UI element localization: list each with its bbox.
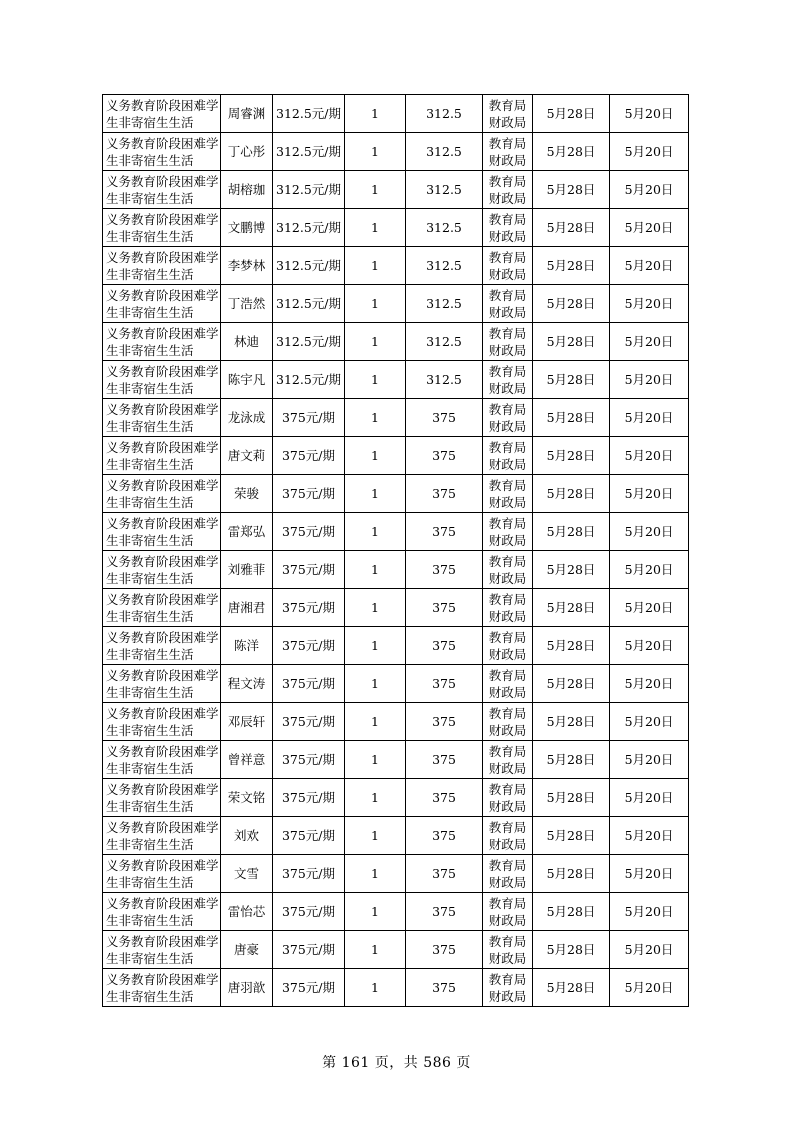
cell-name: 周睿渊 (221, 95, 273, 133)
department-education: 教育局 (488, 401, 527, 417)
cell-department (483, 361, 533, 399)
cell-department (483, 969, 533, 1007)
department-finance: 财政局 (488, 266, 527, 282)
cell-date-2: 5月20日 (610, 931, 689, 969)
department-finance: 财政局 (488, 228, 527, 244)
cell-item (103, 171, 221, 209)
cell-item (103, 703, 221, 741)
cell-department (483, 285, 533, 323)
cell-date-1: 5月28日 (533, 323, 610, 361)
cell-date-1: 5月28日 (533, 627, 610, 665)
cell-department (483, 437, 533, 475)
department-education: 教育局 (488, 439, 527, 455)
cell-quantity: 1 (345, 665, 406, 703)
cell-name: 雷郑弘 (221, 513, 273, 551)
cell-amount: 375 (406, 627, 483, 665)
cell-quantity: 1 (345, 247, 406, 285)
cell-date-2: 5月20日 (610, 209, 689, 247)
cell-amount: 375 (406, 399, 483, 437)
table-row (103, 855, 689, 893)
cell-date-1: 5月28日 (533, 209, 610, 247)
cell-date-2: 5月20日 (610, 855, 689, 893)
cell-amount: 312.5 (406, 171, 483, 209)
department-education: 教育局 (488, 287, 527, 303)
department-education: 教育局 (488, 819, 527, 835)
cell-department (483, 475, 533, 513)
cell-item (103, 931, 221, 969)
cell-date-1: 5月28日 (533, 589, 610, 627)
cell-date-2: 5月20日 (610, 361, 689, 399)
department-education: 教育局 (488, 363, 527, 379)
cell-amount: 375 (406, 779, 483, 817)
cell-date-2: 5月20日 (610, 665, 689, 703)
cell-department (483, 247, 533, 285)
table-row (103, 513, 689, 551)
cell-department (483, 551, 533, 589)
cell-item (103, 855, 221, 893)
cell-name: 曾祥意 (221, 741, 273, 779)
cell-quantity: 1 (345, 703, 406, 741)
department-finance: 财政局 (488, 342, 527, 358)
item-text: 义务教育阶段困难学生非寄宿生生活 (106, 933, 219, 966)
cell-amount: 375 (406, 855, 483, 893)
cell-name: 林迪 (221, 323, 273, 361)
cell-item (103, 323, 221, 361)
cell-item (103, 969, 221, 1007)
department-finance: 财政局 (488, 456, 527, 472)
table-row (103, 551, 689, 589)
item-text: 义务教育阶段困难学生非寄宿生生活 (106, 629, 219, 662)
item-text: 义务教育阶段困难学生非寄宿生生活 (106, 591, 219, 624)
department-finance: 财政局 (488, 760, 527, 776)
cell-item (103, 437, 221, 475)
cell-standard: 312.5元/期 (273, 133, 345, 171)
cell-date-2: 5月20日 (610, 551, 689, 589)
cell-amount: 312.5 (406, 285, 483, 323)
table-body (103, 95, 689, 1007)
cell-standard: 375元/期 (273, 627, 345, 665)
cell-standard: 375元/期 (273, 475, 345, 513)
table-row (103, 665, 689, 703)
cell-quantity: 1 (345, 323, 406, 361)
cell-amount: 375 (406, 741, 483, 779)
cell-quantity: 1 (345, 551, 406, 589)
department-education: 教育局 (488, 211, 527, 227)
cell-date-2: 5月20日 (610, 133, 689, 171)
table-row (103, 171, 689, 209)
cell-standard: 312.5元/期 (273, 285, 345, 323)
cell-item (103, 285, 221, 323)
cell-quantity: 1 (345, 931, 406, 969)
cell-amount: 375 (406, 817, 483, 855)
department-finance: 财政局 (488, 152, 527, 168)
cell-date-2: 5月20日 (610, 247, 689, 285)
cell-department (483, 589, 533, 627)
table-row (103, 475, 689, 513)
cell-standard: 312.5元/期 (273, 361, 345, 399)
cell-item (103, 361, 221, 399)
cell-date-2: 5月20日 (610, 627, 689, 665)
department-finance: 财政局 (488, 798, 527, 814)
cell-amount: 375 (406, 665, 483, 703)
cell-department (483, 779, 533, 817)
table-row (103, 817, 689, 855)
table-row (103, 779, 689, 817)
cell-date-1: 5月28日 (533, 893, 610, 931)
cell-date-1: 5月28日 (533, 171, 610, 209)
cell-date-2: 5月20日 (610, 475, 689, 513)
cell-standard: 375元/期 (273, 513, 345, 551)
cell-standard: 375元/期 (273, 741, 345, 779)
department-finance: 财政局 (488, 380, 527, 396)
cell-quantity: 1 (345, 513, 406, 551)
cell-department (483, 931, 533, 969)
cell-item (103, 589, 221, 627)
cell-department (483, 893, 533, 931)
item-text: 义务教育阶段困难学生非寄宿生生活 (106, 325, 219, 358)
department-finance: 财政局 (488, 988, 527, 1004)
cell-name: 雷怡芯 (221, 893, 273, 931)
item-text: 义务教育阶段困难学生非寄宿生生活 (106, 401, 219, 434)
cell-item (103, 665, 221, 703)
cell-quantity: 1 (345, 475, 406, 513)
cell-name: 唐湘君 (221, 589, 273, 627)
cell-date-1: 5月28日 (533, 285, 610, 323)
cell-date-2: 5月20日 (610, 437, 689, 475)
department-finance: 财政局 (488, 570, 527, 586)
item-text: 义务教育阶段困难学生非寄宿生生活 (106, 857, 219, 890)
cell-quantity: 1 (345, 855, 406, 893)
item-text: 义务教育阶段困难学生非寄宿生生活 (106, 439, 219, 472)
table-row (103, 437, 689, 475)
department-finance: 财政局 (488, 304, 527, 320)
cell-amount: 312.5 (406, 361, 483, 399)
cell-quantity: 1 (345, 399, 406, 437)
department-finance: 财政局 (488, 532, 527, 548)
cell-item (103, 95, 221, 133)
department-education: 教育局 (488, 629, 527, 645)
department-finance: 财政局 (488, 190, 527, 206)
cell-quantity: 1 (345, 285, 406, 323)
cell-item (103, 513, 221, 551)
cell-item (103, 475, 221, 513)
table-row (103, 133, 689, 171)
table-row (103, 247, 689, 285)
cell-item (103, 741, 221, 779)
cell-name: 唐文莉 (221, 437, 273, 475)
cell-date-2: 5月20日 (610, 399, 689, 437)
department-education: 教育局 (488, 173, 527, 189)
cell-item (103, 893, 221, 931)
department-education: 教育局 (488, 553, 527, 569)
cell-quantity: 1 (345, 589, 406, 627)
department-education: 教育局 (488, 895, 527, 911)
cell-department (483, 703, 533, 741)
item-text: 义务教育阶段困难学生非寄宿生生活 (106, 819, 219, 852)
cell-quantity: 1 (345, 779, 406, 817)
cell-date-1: 5月28日 (533, 247, 610, 285)
item-text: 义务教育阶段困难学生非寄宿生生活 (106, 553, 219, 586)
cell-date-2: 5月20日 (610, 513, 689, 551)
cell-item (103, 247, 221, 285)
table-row (103, 95, 689, 133)
department-finance: 财政局 (488, 722, 527, 738)
cell-quantity: 1 (345, 627, 406, 665)
department-finance: 财政局 (488, 684, 527, 700)
cell-amount: 312.5 (406, 323, 483, 361)
department-finance: 财政局 (488, 608, 527, 624)
cell-name: 陈洋 (221, 627, 273, 665)
department-education: 教育局 (488, 781, 527, 797)
cell-department (483, 399, 533, 437)
item-text: 义务教育阶段困难学生非寄宿生生活 (106, 173, 219, 206)
table-row (103, 703, 689, 741)
department-education: 教育局 (488, 971, 527, 987)
cell-amount: 375 (406, 893, 483, 931)
item-text: 义务教育阶段困难学生非寄宿生生活 (106, 249, 219, 282)
item-text: 义务教育阶段困难学生非寄宿生生活 (106, 667, 219, 700)
department-finance: 财政局 (488, 114, 527, 130)
table-row (103, 399, 689, 437)
department-finance: 财政局 (488, 418, 527, 434)
cell-name: 丁浩然 (221, 285, 273, 323)
cell-date-2: 5月20日 (610, 285, 689, 323)
cell-date-2: 5月20日 (610, 741, 689, 779)
department-finance: 财政局 (488, 836, 527, 852)
cell-date-2: 5月20日 (610, 323, 689, 361)
cell-quantity: 1 (345, 437, 406, 475)
cell-item (103, 817, 221, 855)
cell-standard: 375元/期 (273, 855, 345, 893)
cell-date-1: 5月28日 (533, 513, 610, 551)
cell-name: 刘欢 (221, 817, 273, 855)
item-text: 义务教育阶段困难学生非寄宿生生活 (106, 211, 219, 244)
department-education: 教育局 (488, 857, 527, 873)
cell-date-1: 5月28日 (533, 969, 610, 1007)
department-education: 教育局 (488, 743, 527, 759)
department-education: 教育局 (488, 249, 527, 265)
cell-date-1: 5月28日 (533, 437, 610, 475)
cell-date-1: 5月28日 (533, 399, 610, 437)
cell-quantity: 1 (345, 741, 406, 779)
cell-date-1: 5月28日 (533, 817, 610, 855)
cell-quantity: 1 (345, 133, 406, 171)
page-number: 第 161 页，共 586 页 (322, 1055, 471, 1071)
cell-department (483, 133, 533, 171)
cell-date-1: 5月28日 (533, 855, 610, 893)
table-row (103, 741, 689, 779)
cell-name: 龙泳成 (221, 399, 273, 437)
cell-item (103, 209, 221, 247)
cell-name: 文雪 (221, 855, 273, 893)
cell-item (103, 399, 221, 437)
cell-date-1: 5月28日 (533, 703, 610, 741)
cell-name: 文鹏博 (221, 209, 273, 247)
table-row (103, 893, 689, 931)
cell-quantity: 1 (345, 209, 406, 247)
item-text: 义务教育阶段困难学生非寄宿生生活 (106, 515, 219, 548)
cell-name: 邓辰轩 (221, 703, 273, 741)
cell-standard: 312.5元/期 (273, 171, 345, 209)
cell-name: 刘雅菲 (221, 551, 273, 589)
department-finance: 财政局 (488, 912, 527, 928)
cell-quantity: 1 (345, 361, 406, 399)
cell-amount: 375 (406, 969, 483, 1007)
cell-date-1: 5月28日 (533, 475, 610, 513)
department-finance: 财政局 (488, 494, 527, 510)
cell-standard: 375元/期 (273, 893, 345, 931)
subsidy-table (102, 94, 689, 1007)
cell-date-1: 5月28日 (533, 95, 610, 133)
cell-amount: 375 (406, 703, 483, 741)
cell-amount: 312.5 (406, 209, 483, 247)
department-finance: 财政局 (488, 646, 527, 662)
cell-amount: 375 (406, 475, 483, 513)
table-row (103, 209, 689, 247)
table-row (103, 969, 689, 1007)
cell-standard: 375元/期 (273, 551, 345, 589)
table-row (103, 627, 689, 665)
cell-standard: 375元/期 (273, 779, 345, 817)
cell-department (483, 817, 533, 855)
cell-standard: 375元/期 (273, 703, 345, 741)
department-finance: 财政局 (488, 950, 527, 966)
cell-standard: 375元/期 (273, 931, 345, 969)
department-education: 教育局 (488, 933, 527, 949)
cell-amount: 375 (406, 589, 483, 627)
cell-standard: 375元/期 (273, 969, 345, 1007)
department-education: 教育局 (488, 591, 527, 607)
cell-name: 程文涛 (221, 665, 273, 703)
cell-department (483, 627, 533, 665)
cell-date-1: 5月28日 (533, 931, 610, 969)
cell-quantity: 1 (345, 171, 406, 209)
cell-amount: 312.5 (406, 133, 483, 171)
cell-standard: 375元/期 (273, 437, 345, 475)
cell-department (483, 741, 533, 779)
cell-standard: 312.5元/期 (273, 323, 345, 361)
cell-date-2: 5月20日 (610, 893, 689, 931)
department-education: 教育局 (488, 477, 527, 493)
department-finance: 财政局 (488, 874, 527, 890)
cell-name: 唐豪 (221, 931, 273, 969)
cell-amount: 375 (406, 437, 483, 475)
cell-department (483, 855, 533, 893)
cell-quantity: 1 (345, 893, 406, 931)
cell-amount: 312.5 (406, 95, 483, 133)
cell-name: 李梦林 (221, 247, 273, 285)
cell-standard: 375元/期 (273, 817, 345, 855)
item-text: 义务教育阶段困难学生非寄宿生生活 (106, 287, 219, 320)
cell-name: 陈宇凡 (221, 361, 273, 399)
cell-standard: 312.5元/期 (273, 247, 345, 285)
cell-quantity: 1 (345, 95, 406, 133)
cell-date-2: 5月20日 (610, 817, 689, 855)
item-text: 义务教育阶段困难学生非寄宿生生活 (106, 895, 219, 928)
item-text: 义务教育阶段困难学生非寄宿生生活 (106, 477, 219, 510)
table-row (103, 361, 689, 399)
item-text: 义务教育阶段困难学生非寄宿生生活 (106, 705, 219, 738)
cell-item (103, 133, 221, 171)
cell-item (103, 779, 221, 817)
cell-standard: 312.5元/期 (273, 95, 345, 133)
cell-name: 胡榕珈 (221, 171, 273, 209)
cell-department (483, 323, 533, 361)
table-row (103, 323, 689, 361)
cell-amount: 375 (406, 513, 483, 551)
cell-amount: 375 (406, 931, 483, 969)
cell-date-2: 5月20日 (610, 703, 689, 741)
department-education: 教育局 (488, 515, 527, 531)
cell-department (483, 513, 533, 551)
department-education: 教育局 (488, 705, 527, 721)
department-education: 教育局 (488, 667, 527, 683)
cell-date-1: 5月28日 (533, 133, 610, 171)
cell-date-2: 5月20日 (610, 171, 689, 209)
cell-standard: 375元/期 (273, 665, 345, 703)
cell-date-1: 5月28日 (533, 551, 610, 589)
cell-item (103, 551, 221, 589)
department-education: 教育局 (488, 97, 527, 113)
cell-department (483, 95, 533, 133)
cell-item (103, 627, 221, 665)
item-text: 义务教育阶段困难学生非寄宿生生活 (106, 363, 219, 396)
cell-name: 荣骏 (221, 475, 273, 513)
item-text: 义务教育阶段困难学生非寄宿生生活 (106, 135, 219, 168)
cell-name: 荣文铭 (221, 779, 273, 817)
cell-department (483, 209, 533, 247)
item-text: 义务教育阶段困难学生非寄宿生生活 (106, 971, 219, 1004)
cell-name: 唐羽歆 (221, 969, 273, 1007)
department-education: 教育局 (488, 325, 527, 341)
cell-date-2: 5月20日 (610, 589, 689, 627)
cell-amount: 375 (406, 551, 483, 589)
cell-date-1: 5月28日 (533, 741, 610, 779)
cell-standard: 375元/期 (273, 589, 345, 627)
cell-quantity: 1 (345, 969, 406, 1007)
item-text: 义务教育阶段困难学生非寄宿生生活 (106, 97, 219, 130)
cell-department (483, 171, 533, 209)
item-text: 义务教育阶段困难学生非寄宿生生活 (106, 743, 219, 776)
cell-date-1: 5月28日 (533, 779, 610, 817)
cell-date-1: 5月28日 (533, 665, 610, 703)
cell-amount: 312.5 (406, 247, 483, 285)
cell-department (483, 665, 533, 703)
cell-date-2: 5月20日 (610, 95, 689, 133)
cell-date-1: 5月28日 (533, 361, 610, 399)
item-text: 义务教育阶段困难学生非寄宿生生活 (106, 781, 219, 814)
cell-quantity: 1 (345, 817, 406, 855)
department-education: 教育局 (488, 135, 527, 151)
table-row (103, 285, 689, 323)
table-row (103, 589, 689, 627)
cell-name: 丁心彤 (221, 133, 273, 171)
cell-standard: 312.5元/期 (273, 209, 345, 247)
cell-date-2: 5月20日 (610, 779, 689, 817)
cell-date-2: 5月20日 (610, 969, 689, 1007)
table-row (103, 931, 689, 969)
cell-standard: 375元/期 (273, 399, 345, 437)
